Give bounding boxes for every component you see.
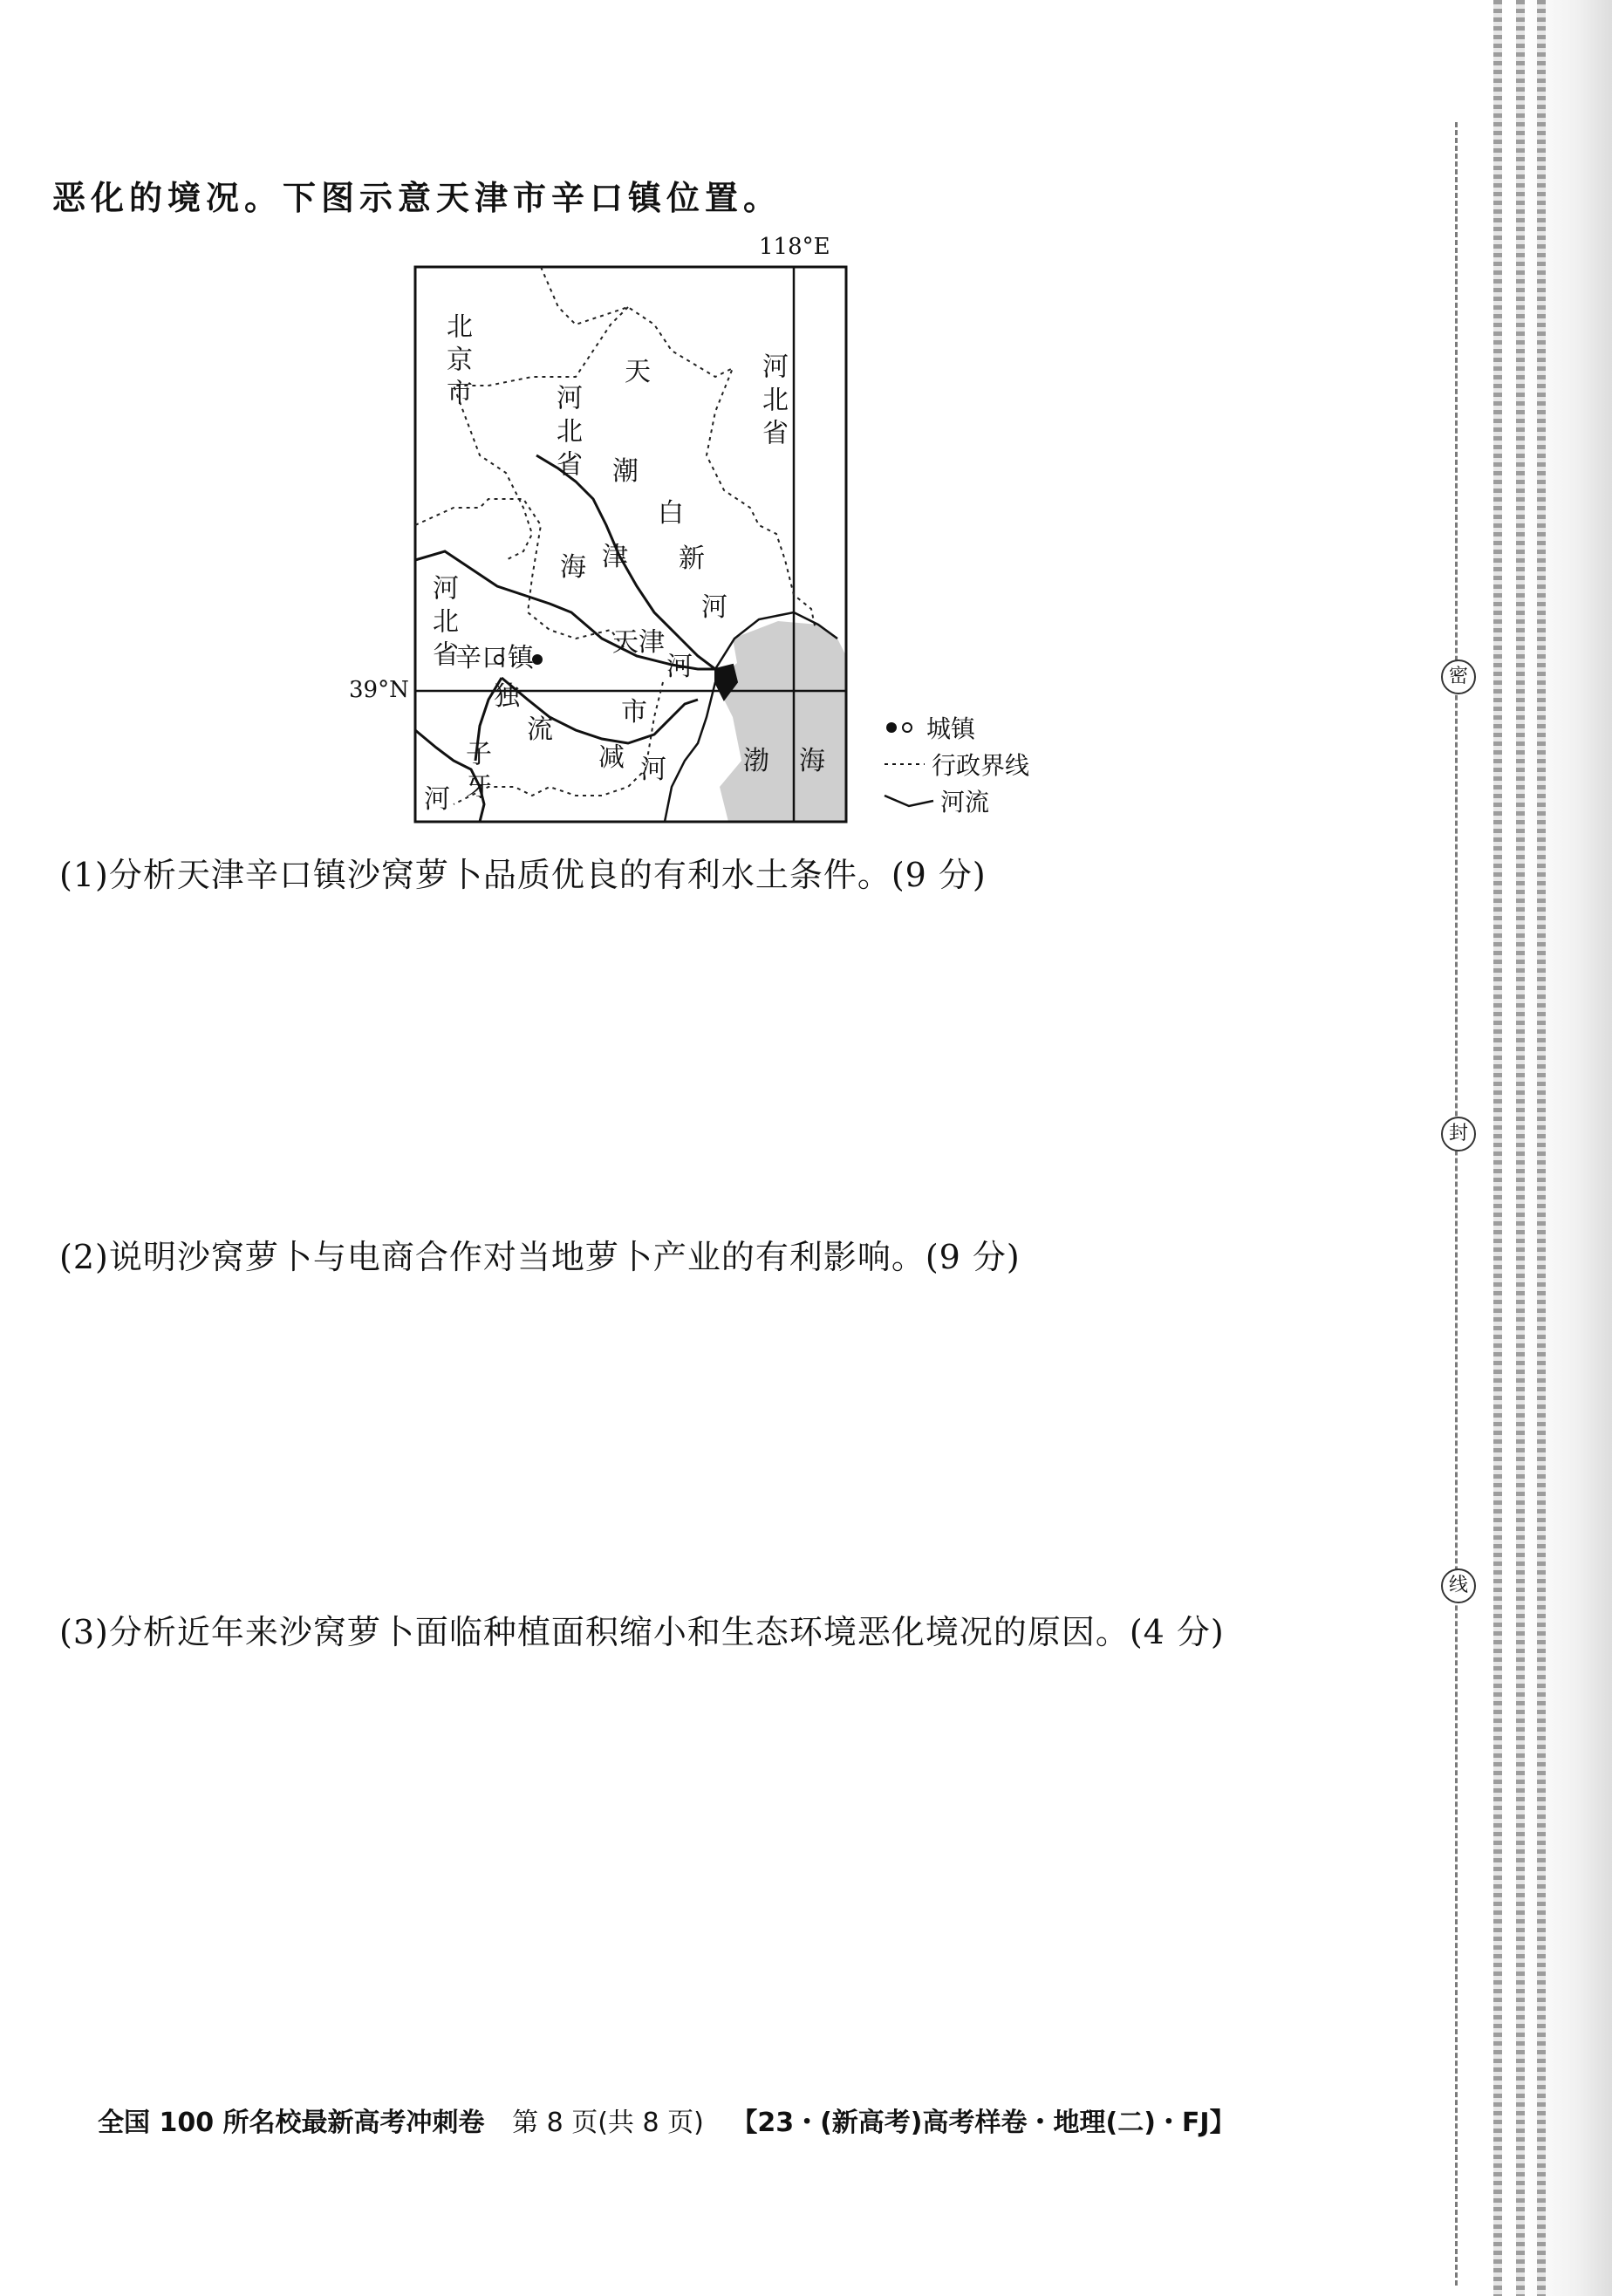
footer-paper-code: 【23・(新高考)高考样卷・地理(二)・FJ】 [731,2108,1236,2138]
legend-boundary-symbol [883,755,926,773]
footer-page-number: 第 8 页(共 8 页) [512,2108,704,2138]
map-figure [340,229,1030,839]
label-xin: 新 [679,543,705,574]
boundary-line [454,307,628,560]
label-du: 独 [494,681,520,712]
legend-town [883,710,975,745]
label-beijing: 北京市 [441,312,472,412]
binding-mark-feng: 封 [1441,1117,1476,1151]
label-hebei-north: 河北省 [551,384,582,483]
label-hebei-east: 河北省 [757,352,788,452]
page-edge-strip [1516,0,1525,2296]
sea-area [715,621,846,822]
question-3: (3)分析近年来沙窝萝卜面临种植面积缩小和生态环境恶化境况的原因。(4 分) [59,1613,1225,1651]
binding-dashed-line [1455,122,1458,2286]
label-tianjin-city: 天津 [612,627,665,658]
label-chao: 潮 [612,456,639,487]
label-jin: 津 [602,542,628,572]
label-liu: 流 [527,714,553,745]
page-edge-strip [1537,0,1546,2296]
page-footer [98,2101,1255,2139]
label-shi: 市 [621,697,647,728]
legend-boundary-label: 行政界线 [932,751,1030,780]
binding-mark-xian: 线 [1441,1568,1476,1603]
longitude-label: 118°E [759,234,830,260]
intro-text: 恶化的境况。下图示意天津市辛口镇位置。 [52,178,782,217]
legend-river-symbol [883,792,935,810]
question-2: (2)说明沙窝萝卜与电商合作对当地萝卜产业的有利影响。(9 分) [59,1238,1021,1276]
legend-town-symbol [883,719,921,736]
label-he-ziya: 河 [424,784,450,815]
label-hebei-west: 河北省 [427,574,458,673]
label-xinkou-town: 辛口镇 [455,643,534,673]
legend-river [883,783,989,818]
label-ziya: 子牙 [461,740,491,806]
label-bohai-2: 海 [799,746,825,776]
latitude-label: 39°N [349,677,409,703]
label-he-hai: 河 [666,652,693,682]
footer-series: 全国 100 所名校最新高考冲刺卷 [98,2108,485,2138]
legend-boundary [883,747,1029,782]
label-he-chaobai: 河 [701,592,727,623]
label-he-duliu: 河 [640,755,666,785]
label-tian: 天 [625,357,651,387]
label-hai: 海 [560,552,586,583]
label-bohai-1: 渤 [743,746,769,776]
question-1: (1)分析天津辛口镇沙窝萝卜品质优良的有利水土条件。(9 分) [59,856,987,894]
legend-river-label: 河流 [940,788,990,817]
label-jian: 减 [598,742,625,773]
map-graphic [340,229,968,839]
label-bai: 白 [658,498,684,529]
page-edge-strip [1493,0,1502,2296]
binding-mark-mi: 密 [1441,659,1476,694]
legend-town-label: 城镇 [926,714,976,743]
